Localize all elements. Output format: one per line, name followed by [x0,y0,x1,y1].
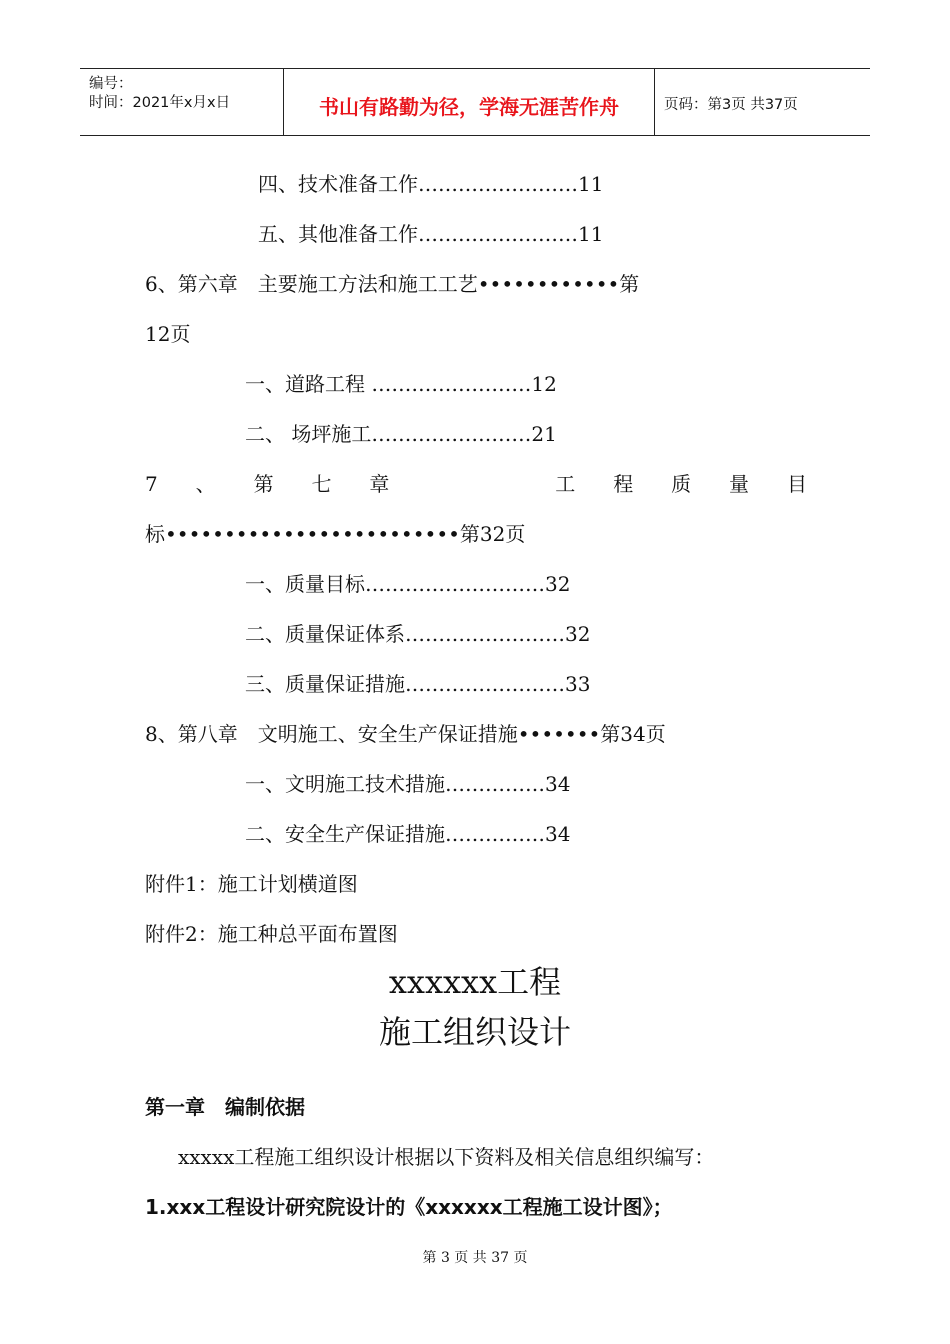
toc-chapter-entry: 6、第六章 主要施工方法和施工工艺••••••••••••第 [145,272,640,296]
document-title-line1: xxxxxx工程 [388,963,562,1001]
toc-chapter7-part: 质 [671,472,692,496]
page-footer: 第 3 页 共 37 页 [422,1250,528,1266]
toc-entry: 四、技术准备工作……………………11 [258,172,604,196]
toc-entry: 三、质量保证措施……………………33 [245,672,591,696]
spacer [427,472,517,496]
toc-chapter7-part: 、 [195,472,216,496]
toc-chapter7-part: 章 [369,472,390,496]
toc-entry: 二、质量保证体系……………………32 [245,622,591,646]
toc-entry: 二、 场坪施工……………………21 [245,422,557,446]
toc-chapter7-part: 目 [786,472,807,496]
toc-entry: 一、道路工程 ……………………12 [245,372,557,396]
document-date: 时间：2021年x月x日 [89,95,231,111]
chapter-heading: 第一章 编制依据 [145,1095,305,1119]
header-motto: 书山有路勤为径，学海无涯苦作舟 [319,95,619,119]
toc-chapter7-part: 第 [253,472,274,496]
header-left-cell [80,69,283,135]
toc-chapter7-part: 工 [555,472,576,496]
document-number-label: 编号： [89,76,133,92]
toc-chapter7-part: 程 [613,472,634,496]
toc-chapter7-part: 七 [311,472,332,496]
toc-chapter7-justified [145,472,807,496]
page-header [80,68,870,136]
toc-chapter-entry: 8、第八章 文明施工、安全生产保证措施•••••••第34页 [145,722,666,746]
body-paragraph: xxxxx工程施工组织设计根据以下资料及相关信息组织编写： [178,1145,715,1169]
toc-chapter7-part: 量 [729,472,750,496]
toc-attachment: 附件2：施工种总平面布置图 [145,922,398,946]
toc-chapter-entry-continued: 12页 [145,322,191,346]
toc-entry: 五、其他准备工作……………………11 [258,222,604,246]
header-page-info: 页码：第3页 共37页 [664,97,798,113]
document-title-line2: 施工组织设计 [378,1013,571,1051]
toc-entry: 一、文明施工技术措施……………34 [245,772,571,796]
toc-entry: 二、安全生产保证措施……………34 [245,822,571,846]
header-center-cell [283,69,655,135]
toc-chapter-entry-continued: 标•••••••••••••••••••••••••第32页 [145,522,526,546]
toc-entry: 一、质量目标………………………32 [245,572,571,596]
header-right-cell [655,69,870,135]
toc-attachment: 附件1：施工计划横道图 [145,872,358,896]
basis-list-item: 1.xxx工程设计研究院设计的《xxxxxx工程施工设计图》； [145,1195,673,1219]
toc-chapter7-part: 7 [145,472,158,496]
